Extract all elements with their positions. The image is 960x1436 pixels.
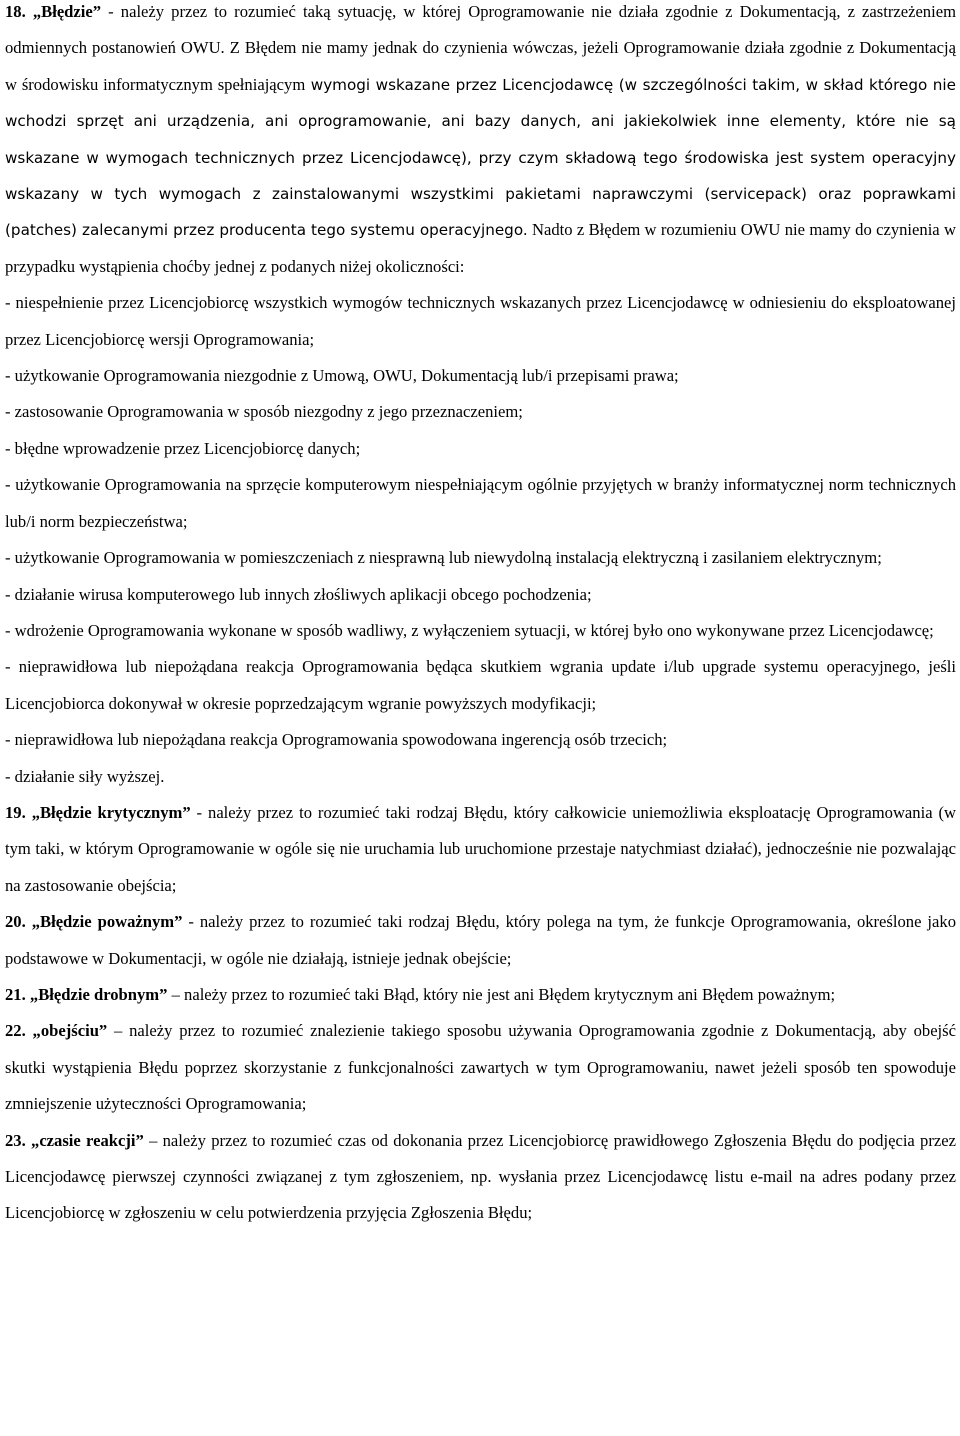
circumstance-item: - błędne wprowadzenie przez Licencjobiorcę danych; xyxy=(5,438,361,458)
circumstance-item: - działanie wirusa komputerowego lub innych złośliwych aplikacji obcego pochodzenia; xyxy=(5,584,592,604)
definition-text: należy przez to rozumieć taki rodzaj Błędu, który całkowicie uniemożliwia eksploatację Oprogramowania (w tym taki, w którym Oprogramowanie w ogóle się nie uruchamia lub uruchomione przestaje natychmiast działać), jednocześnie nie pozwalając na zastosowanie obejścia; xyxy=(5,802,956,895)
definition-text: należy przez to rozumieć taki Błąd, który nie jest ani Błędem krytycznym ani Błędem poważnym; xyxy=(184,984,836,1004)
circumstance-item: - niespełnienie przez Licencjobiorcę wszystkich wymogów technicznych wskazanych przez Licencjodawcę w odniesieniu do eksploatowanej przez Licencjobiorcę wersji Oprogramowania; xyxy=(5,293,956,349)
definition-text: należy przez to rozumieć czas od dokonania przez Licencjobiorcę prawidłowego Zgłoszenia Błędu do podjęcia przez Licencjodawcę pierwszej czynności związanej z tym zgłoszeniem, np. wysłania przez Licencjodawcę listu e-mail na adres podany przez Licencjobiorcę w zgłoszeniu w celu potwierdzenia przyjęcia Zgłoszenia Błędu; xyxy=(5,1130,956,1223)
item-number: 19. xyxy=(5,802,26,822)
definition-text: należy przez to rozumieć taki rodzaj Błędu, który polega na tym, że funkcje Oprogramowania, określone jako podstawowe w Dokumentacji, w ogóle nie działają, istnieje jednak obejście; xyxy=(5,912,956,968)
circumstance-item: - wdrożenie Oprogramowania wykonane w sposób wadliwy, z wyłączeniem sytuacji, w której było ono wykonywane przez Licencjodawcę; xyxy=(5,620,934,640)
definition-23 xyxy=(5,1123,956,1232)
defined-term: „Błędzie” xyxy=(32,2,102,21)
definition-text-sans: wymogi wskazane przez Licencjodawcę (w szczególności takim, w skład którego nie wchodzi sprzęt ani urządzenia, ani oprogramowanie, ani bazy danych, ani jakiekolwiek inne elementy, które nie są wskazane w wymogach technicznych przez Licencjodawcę), przy czym składową tego środowiska jest system operacyjny wskazany w tych wymogach z zainstalowanymi wszystkimi pakietami naprawczymi (servicepack) oraz poprawkami (patches) zalecanymi przez producenta tego systemu operacyjnego. xyxy=(5,75,956,240)
item-number: 23. xyxy=(5,1130,26,1150)
circumstance-item: - nieprawidłowa lub niepożądana reakcja Oprogramowania spowodowana ingerencją osób trzecich; xyxy=(5,730,668,750)
definition-19 xyxy=(5,795,956,904)
circumstance-item: - użytkowanie Oprogramowania w pomieszczeniach z niesprawną lub niewydolną instalacją elektryczną i zasilaniem elektrycznym; xyxy=(5,548,882,568)
definition-18 xyxy=(5,0,956,285)
item-number: 20. xyxy=(5,912,26,932)
defined-term: „Błędzie poważnym” xyxy=(31,912,183,932)
circumstance-item: - działanie siły wyższej. xyxy=(5,766,165,786)
circumstance-item: - użytkowanie Oprogramowania niezgodnie z Umową, OWU, Dokumentacją lub/i przepisami prawa; xyxy=(5,366,679,386)
item-number: 22. xyxy=(5,1021,26,1041)
definition-text: należy przez to rozumieć taką sytuację, w której Oprogramowanie nie działa zgodnie z Dokumentacją, z zastrzeżeniem odmiennych postanowień OWU. Z Błędem nie mamy jednak do czynienia wówczas, jeżeli Oprogramowanie działa zgodnie z Dokumentacją w środowisku informatycznym spełniającym xyxy=(5,2,956,94)
defined-term: „Błędzie krytycznym” xyxy=(31,802,191,822)
term-dash: - xyxy=(182,912,200,932)
term-dash: - xyxy=(101,2,121,21)
definition-text-tail: Nadto z Błędem w rozumieniu OWU nie mamy do czynienia w przypadku wystąpienia choćby jednej z podanych niżej okoliczności: xyxy=(5,220,956,276)
item-number: 21. xyxy=(5,984,26,1004)
term-dash: – xyxy=(107,1021,130,1041)
circumstance-item: - zastosowanie Oprogramowania w sposób niezgodny z jego przeznaczeniem; xyxy=(5,402,523,422)
definition-21 xyxy=(5,977,956,1013)
defined-term: „obejściu” xyxy=(32,1021,108,1041)
term-dash: – xyxy=(167,984,185,1004)
circumstance-item: - nieprawidłowa lub niepożądana reakcja Oprogramowania będąca skutkiem wgrania update i/lub upgrade systemu operacyjnego, jeśli Licencjobiorca dokonywał w okresie poprzedzającym wgranie powyższych modyfikacji; xyxy=(5,657,956,713)
circumstance-item: - użytkowanie Oprogramowania na sprzęcie komputerowym niespełniającym ogólnie przyjętych w branży informatycznej norm technicznych lub/i norm bezpieczeństwa; xyxy=(5,475,956,531)
defined-term: „czasie reakcji” xyxy=(31,1130,144,1150)
defined-term: „Błędzie drobnym” xyxy=(29,984,168,1004)
item-number: 18. xyxy=(5,2,26,21)
term-dash: – xyxy=(143,1130,163,1150)
definition-20 xyxy=(5,904,956,977)
definition-text: należy przez to rozumieć znalezienie takiego sposobu używania Oprogramowania zgodnie z Dokumentacją, aby obejść skutki wystąpienia Błędu poprzez skorzystanie z funkcjonalności zawartych w tym Oprogramowaniu, nawet jeżeli sposób ten spowoduje zmniejszenie użyteczności Oprogramowania; xyxy=(5,1021,956,1114)
definition-22 xyxy=(5,1013,956,1122)
term-dash: - xyxy=(190,802,209,822)
